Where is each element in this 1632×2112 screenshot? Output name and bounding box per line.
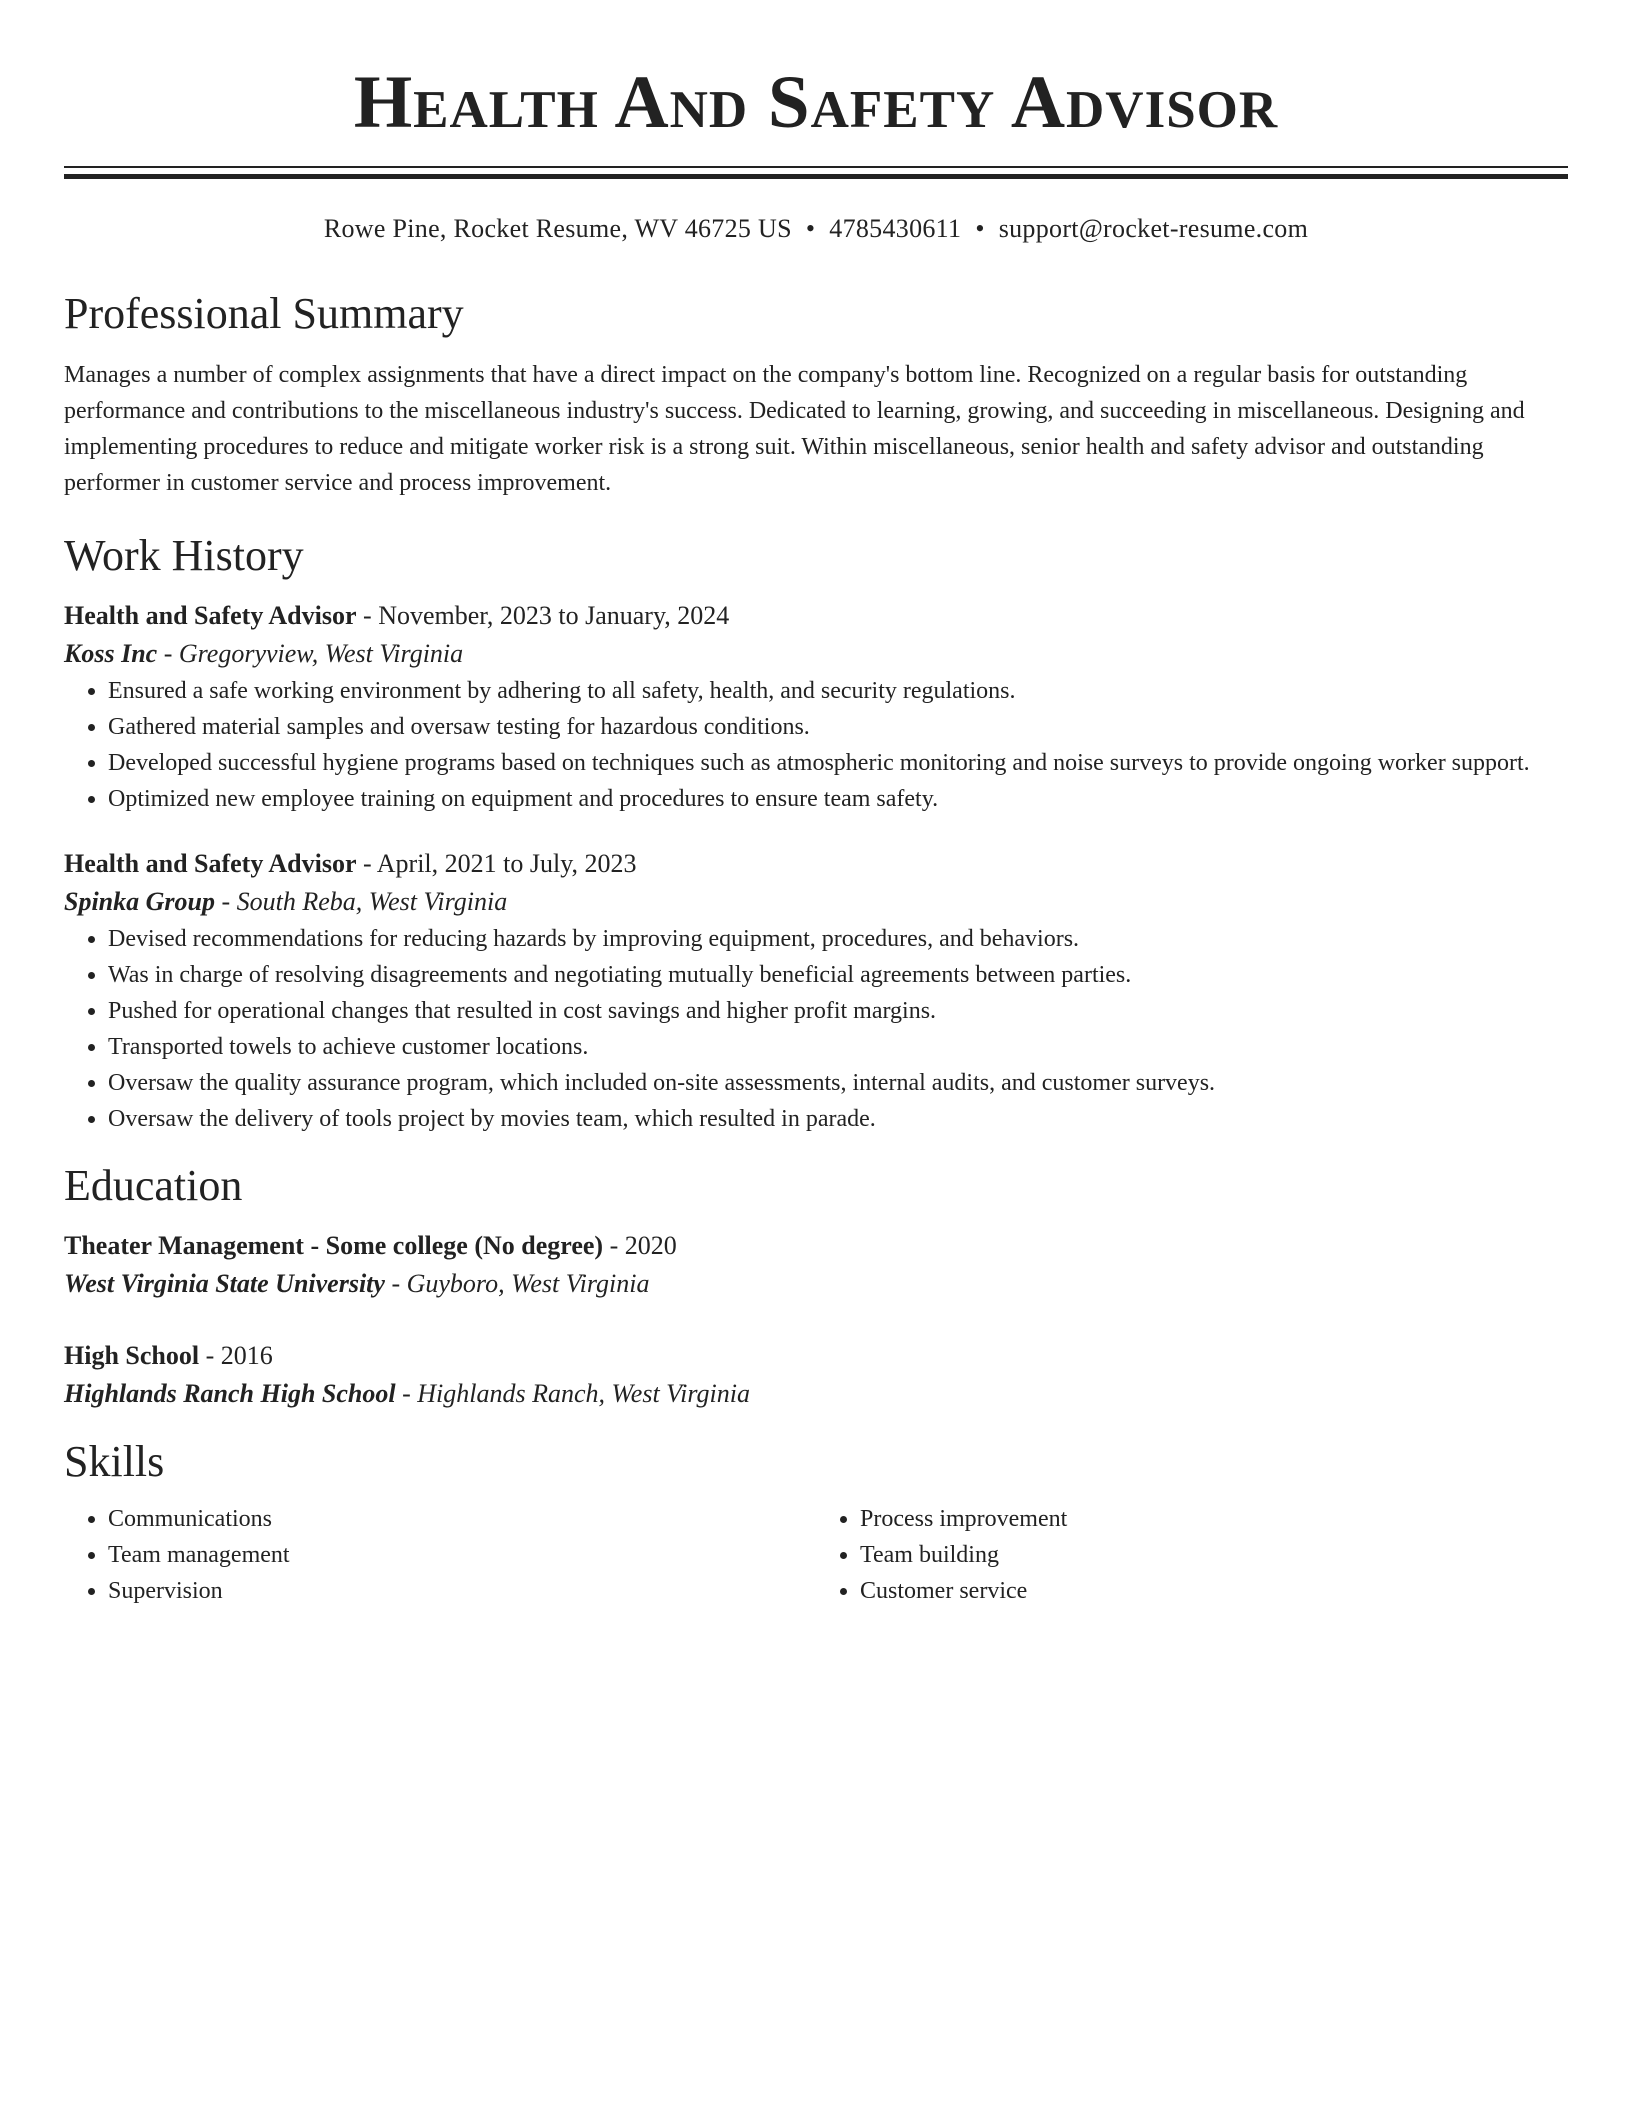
job-bullet: • Devised recommendations for reducing hazards by improving equipment, procedures, and behaviors. [108,921,1568,957]
education-header [64,1227,1568,1265]
skill-item: • Supervision [108,1573,816,1609]
job-bullet: • Oversaw the delivery of tools project by movies team, which resulted in parade. [108,1101,1568,1137]
skill-item: • Team management [108,1537,816,1573]
job-company: Koss Inc [64,639,158,668]
job-title: Health and Safety Advisor [64,601,357,630]
summary-text: Manages a number of complex assignments that have a direct impact on the company's bottom line. Recognized on a regular basis for outstanding performance and contributions to the miscellaneous industry's success. Dedicated to learning, growing, and succeeding in miscellaneous. Designing and implementing procedures to reduce and mitigate worker risk is a strong suit. Within miscellaneous, senior health and safety advisor and outstanding performer in customer service and process improvement. [64,362,1525,496]
job-bullet: • Oversaw the quality assurance program, which included on-site assessments, internal audits, and customer surveys. [108,1065,1568,1101]
contact-address: Rowe Pine, Rocket Resume, WV 46725 US [323,214,792,243]
job-company: Spinka Group [64,887,215,916]
education-heading: Education [64,1161,243,1210]
education-degree: High School [64,1341,200,1370]
job-bullet: • Developed successful hygiene programs based on techniques such as atmospheric monitoring and noise surveys to provide ongoing worker support. [108,745,1568,781]
job-dates: - November, 2023 to January, 2024 [356,601,730,630]
skills-columns [64,1501,1568,1609]
education-entry [64,1337,1568,1413]
job-location: - Gregoryview, West Virginia [157,639,464,668]
job-entry [64,845,1568,1137]
skill-item: • Process improvement [860,1501,1568,1537]
skills-list-right [816,1501,1568,1609]
resume-title: Health And Safety Advisor [353,61,1279,144]
education-header [64,1337,1568,1375]
job-header [64,597,1568,635]
education-school-line [64,1375,1568,1413]
education-school-line [64,1265,1568,1303]
job-title: Health and Safety Advisor [64,849,357,878]
contact-separator: • [975,214,985,243]
education-entry [64,1227,1568,1303]
title-divider-thick [64,174,1568,179]
job-bullet-list [64,921,1568,1137]
contact-email: support@rocket-resume.com [998,214,1309,243]
job-bullet: • Optimized new employee training on equipment and procedures to ensure team safety. [108,781,1568,817]
education-location: - Highlands Ranch, West Virginia [395,1379,750,1408]
education-year: - 2016 [199,1341,273,1370]
job-employer [64,635,1568,673]
job-location: - South Reba, West Virginia [215,887,508,916]
education-school: West Virginia State University [64,1269,385,1298]
education-year: - 2020 [603,1231,677,1260]
job-entry [64,597,1568,817]
skill-item: • Communications [108,1501,816,1537]
job-header [64,845,1568,883]
skills-heading: Skills [64,1437,165,1486]
contact-phone: 4785430611 [829,214,962,243]
skill-item: • Customer service [860,1573,1568,1609]
job-bullet: • Transported towels to achieve customer locations. [108,1029,1568,1065]
education-location: - Guyboro, West Virginia [384,1269,650,1298]
job-bullet: • Pushed for operational changes that resulted in cost savings and higher profit margins. [108,993,1568,1029]
resume-page [64,0,1568,1609]
education-degree: Theater Management - Some college (No degree) [64,1231,604,1260]
work-history-heading: Work History [64,531,304,580]
summary-heading: Professional Summary [64,289,464,338]
skill-item: • Team building [860,1537,1568,1573]
education-school: Highlands Ranch High School [64,1379,396,1408]
job-employer [64,883,1568,921]
job-bullet: • Was in charge of resolving disagreements and negotiating mutually beneficial agreements between parties. [108,957,1568,993]
job-bullet: • Ensured a safe working environment by adhering to all safety, health, and security regulations. [108,673,1568,709]
job-dates: - April, 2021 to July, 2023 [356,849,637,878]
skills-list-left [64,1501,816,1609]
job-bullet-list [64,673,1568,817]
title-divider-thin [64,166,1568,168]
job-bullet: • Gathered material samples and oversaw testing for hazardous conditions. [108,709,1568,745]
contact-separator: • [805,214,816,243]
contact-line [64,213,1568,245]
